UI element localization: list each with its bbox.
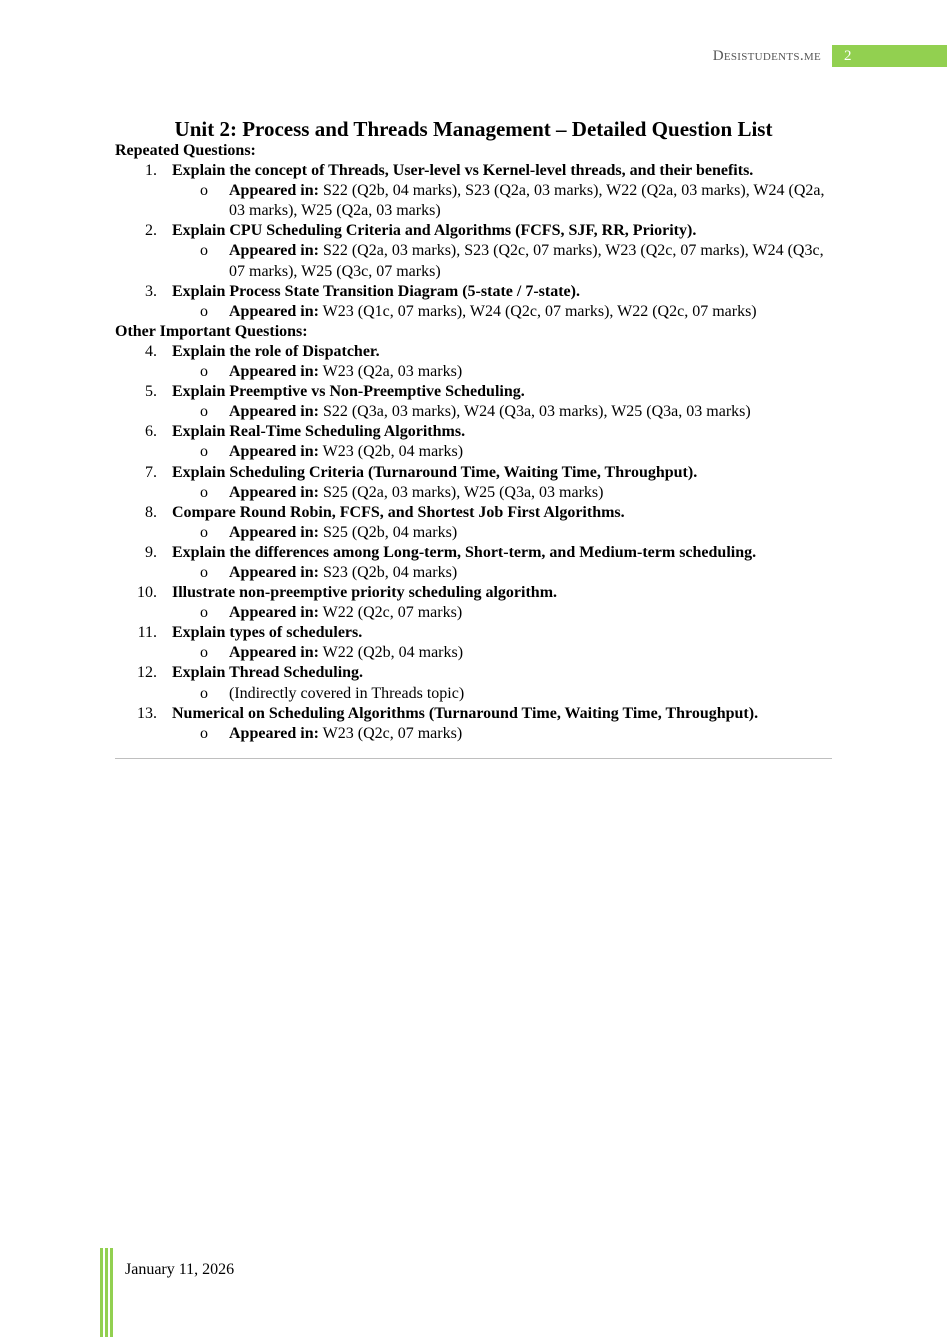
bullet-icon: o [200, 644, 208, 662]
appearance-text: W22 (Q2b, 04 marks) [318, 644, 464, 662]
appearance-label: Appeared in: [229, 523, 319, 541]
appearance-label: Appeared in: [229, 644, 319, 662]
page-title: Unit 2: Process and Threads Management – Detailed Question List [174, 117, 773, 141]
appearance-label: Appeared in: [229, 563, 319, 581]
question-text: Explain Preemptive vs Non-Preemptive Scheduling. [172, 383, 525, 401]
question-item [115, 282, 835, 302]
appearance-item [115, 724, 835, 744]
bullet-icon: o [200, 182, 208, 200]
bottom-rule [115, 758, 832, 759]
question-item [115, 161, 835, 181]
question-number: 11. [137, 624, 157, 642]
bullet-icon: o [200, 242, 208, 260]
question-number: 1. [145, 162, 157, 180]
question-text: Explain Real-Time Scheduling Algorithms. [172, 423, 466, 441]
question-item [115, 422, 835, 442]
question-text: Compare Round Robin, FCFS, and Shortest Job First Algorithms. [172, 503, 625, 521]
header-page-number: 2 [832, 45, 947, 67]
appearance-label: Appeared in: [229, 483, 319, 501]
question-text: Numerical on Scheduling Algorithms (Turnaround Time, Waiting Time, Throughput). [172, 704, 759, 722]
appearance-item [115, 523, 835, 543]
question-item [115, 583, 835, 603]
appearance-label: Appeared in: [229, 403, 319, 421]
question-number: 10. [137, 584, 157, 602]
question-number: 8. [145, 503, 157, 521]
question-item [115, 543, 835, 563]
appearance-text: (Indirectly covered in Threads topic) [229, 684, 465, 702]
question-text: Explain the concept of Threads, User-level vs Kernel-level threads, and their benefits. [172, 162, 754, 180]
question-item [115, 342, 835, 362]
appearance-item [115, 684, 835, 704]
question-item [115, 382, 835, 402]
appearance-label: Appeared in: [229, 604, 319, 622]
question-text: Explain Thread Scheduling. [172, 664, 364, 682]
question-text: Illustrate non-preemptive priority scheduling algorithm. [172, 584, 558, 602]
appearance-label: Appeared in: [229, 363, 319, 381]
appearance-item [115, 241, 835, 281]
question-item [115, 221, 835, 241]
question-item [115, 663, 835, 683]
question-text: Explain the role of Dispatcher. [172, 342, 380, 360]
appearance-text: W22 (Q2c, 07 marks) [318, 604, 463, 622]
question-number: 4. [145, 342, 157, 360]
question-text: Explain CPU Scheduling Criteria and Algorithms (FCFS, SJF, RR, Priority). [172, 222, 697, 240]
question-text: Explain Scheduling Criteria (Turnaround Time, Waiting Time, Throughput). [172, 463, 698, 481]
appearance-item [115, 603, 835, 623]
bullet-icon: o [200, 302, 208, 320]
appearance-label: Appeared in: [229, 724, 319, 742]
appearance-text: S22 (Q2b, 04 marks), S23 (Q2a, 03 marks), W22 (Q2a, 03 marks), W24 (Q2a, 03 marks), W25 (Q2a, 03 marks) [229, 182, 825, 220]
footer-bar-2 [105, 1248, 108, 1337]
bullet-icon: o [200, 604, 208, 622]
bullet-icon: o [200, 483, 208, 501]
appearance-text: S22 (Q3a, 03 marks), W24 (Q3a, 03 marks), W25 (Q3a, 03 marks) [318, 403, 751, 421]
header-site-name: Desistudents.me [712, 48, 821, 64]
appearance-item [115, 181, 835, 221]
footer-bar-3 [110, 1248, 113, 1337]
bullet-icon: o [200, 403, 208, 421]
question-number: 9. [145, 543, 157, 561]
appearance-item [115, 402, 835, 422]
question-item [115, 463, 835, 483]
appearance-label: Appeared in: [229, 443, 319, 461]
appearance-item [115, 483, 835, 503]
footer-bar-1 [100, 1248, 103, 1337]
bullet-icon: o [200, 724, 208, 742]
question-number: 5. [145, 383, 157, 401]
question-number: 12. [137, 664, 157, 682]
question-text: Explain types of schedulers. [172, 624, 363, 642]
appearance-item [115, 442, 835, 462]
question-item [115, 503, 835, 523]
question-text: Explain Process State Transition Diagram (5-state / 7-state). [172, 282, 580, 300]
appearance-text: S22 (Q2a, 03 marks), S23 (Q2c, 07 marks), W23 (Q2c, 07 marks), W24 (Q3c, 07 marks), W25 (Q3c, 07 marks) [229, 242, 824, 280]
appearance-text: S25 (Q2b, 04 marks) [318, 523, 458, 541]
appearance-text: W23 (Q2a, 03 marks) [318, 363, 463, 381]
appearance-item [115, 563, 835, 583]
question-text: Explain the differences among Long-term, Short-term, and Medium-term scheduling. [172, 543, 757, 561]
question-number: 13. [137, 704, 157, 722]
appearance-item [115, 302, 835, 322]
bullet-icon: o [200, 443, 208, 461]
question-item [115, 623, 835, 643]
bullet-icon: o [200, 684, 208, 702]
appearance-text: W23 (Q2c, 07 marks) [318, 724, 463, 742]
question-number: 6. [145, 423, 157, 441]
bullet-icon: o [200, 363, 208, 381]
question-number: 7. [145, 463, 157, 481]
question-list [115, 141, 835, 744]
appearance-label: Appeared in: [229, 182, 319, 200]
appearance-text: W23 (Q1c, 07 marks), W24 (Q2c, 07 marks), W22 (Q2c, 07 marks) [318, 302, 757, 320]
question-number: 3. [145, 282, 157, 300]
appearance-text: S25 (Q2a, 03 marks), W25 (Q3a, 03 marks) [318, 483, 604, 501]
appearance-label: Appeared in: [229, 302, 319, 320]
bullet-icon: o [200, 523, 208, 541]
footer-date: January 11, 2026 [125, 1261, 235, 1278]
section-heading: Other Important Questions: [115, 322, 308, 340]
appearance-text: S23 (Q2b, 04 marks) [318, 563, 458, 581]
appearance-item [115, 643, 835, 663]
appearance-label: Appeared in: [229, 242, 319, 260]
bullet-icon: o [200, 563, 208, 581]
appearance-text: W23 (Q2b, 04 marks) [318, 443, 464, 461]
section-heading: Repeated Questions: [115, 142, 256, 159]
question-number: 2. [145, 222, 157, 240]
appearance-item [115, 362, 835, 382]
question-item [115, 704, 835, 724]
